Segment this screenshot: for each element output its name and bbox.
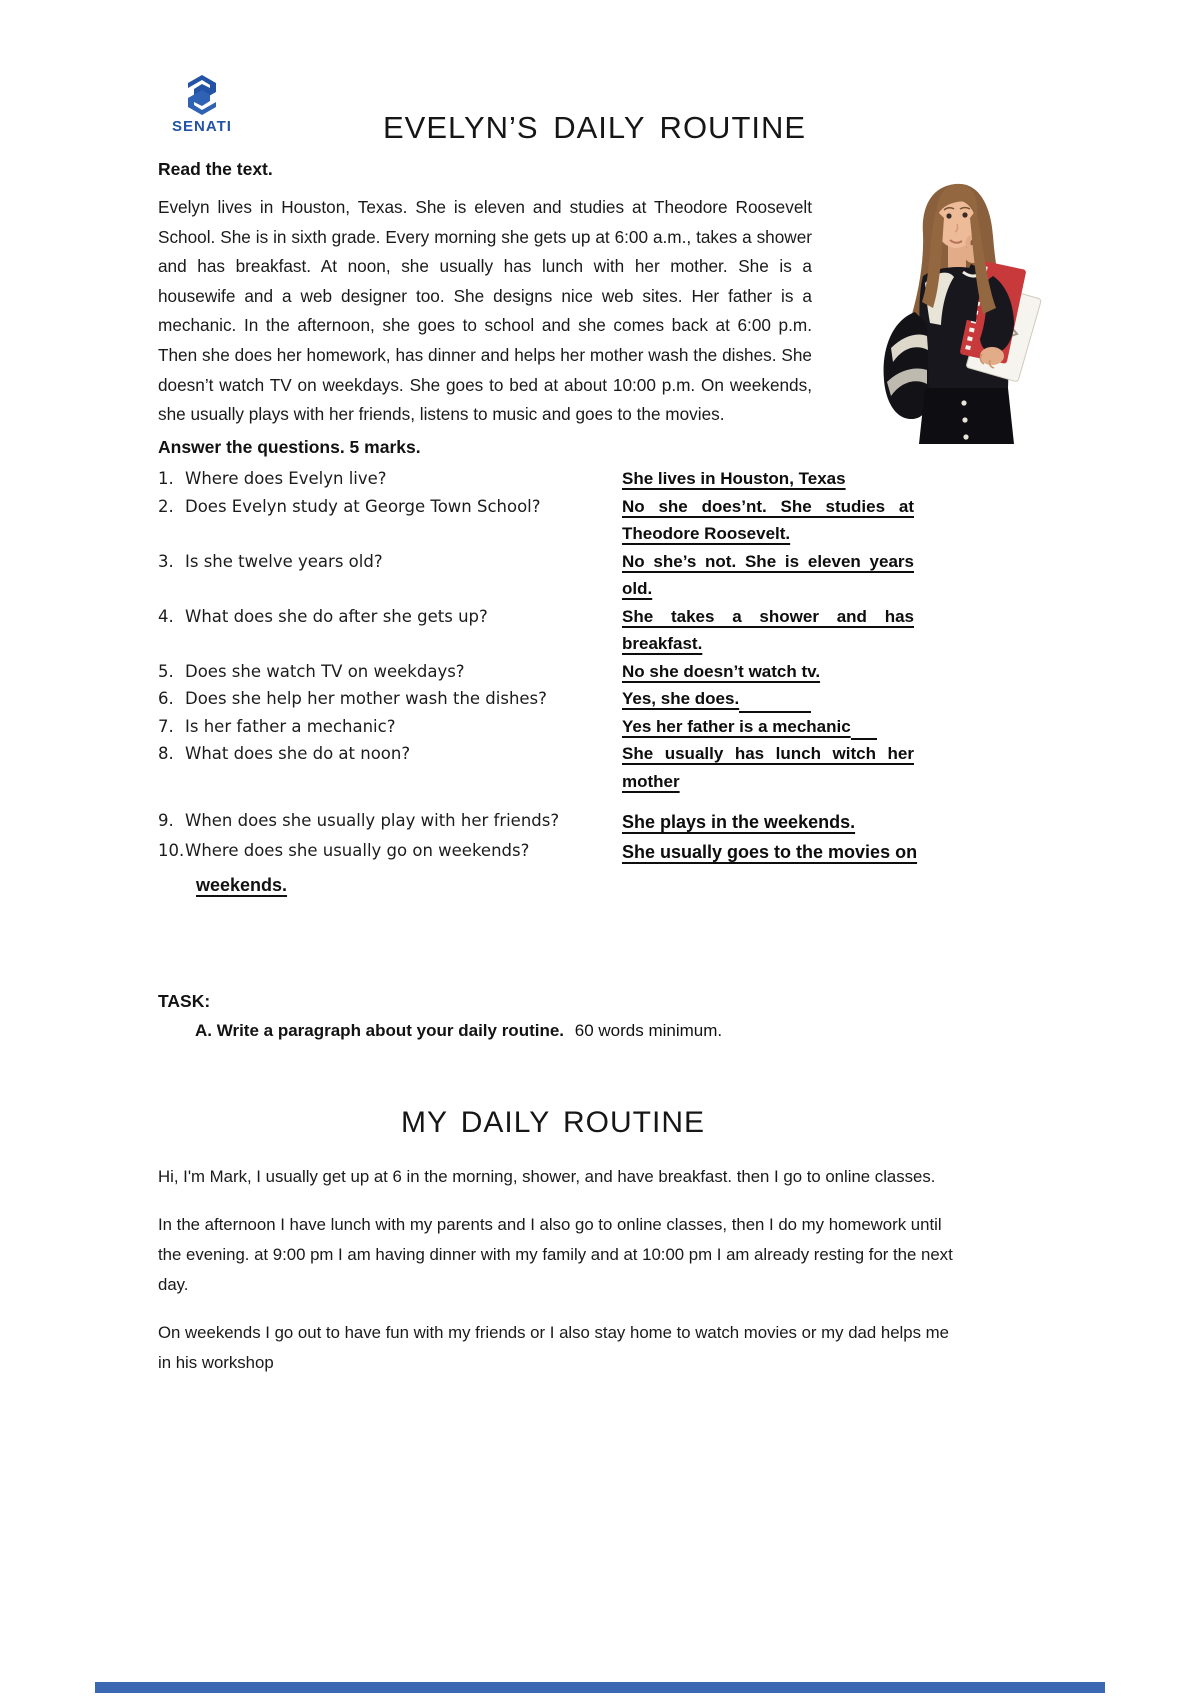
question-9: 9. When does she usually play with her friends? [158, 811, 560, 830]
questions-heading: Answer the questions. 5 marks. [158, 437, 421, 457]
answer-8: She usually has lunch witch her mother [622, 744, 914, 791]
answer-10: She usually goes to the movies on [622, 842, 918, 862]
answer-10-continued: weekends. [196, 875, 288, 895]
question-row [158, 493, 958, 548]
task-item-note: 60 words minimum. [574, 1021, 723, 1040]
question-row [158, 685, 958, 713]
question-row [158, 465, 958, 493]
question-10: 10. Where does she usually go on weekends? [158, 841, 530, 860]
question-row [158, 837, 958, 867]
answer-6: Yes, she does. [622, 685, 958, 713]
answer-9: She plays in the weekends. [622, 812, 856, 832]
question-7: 7. Is her father a mechanic? [158, 716, 396, 736]
answer-2: No she does’nt. She studies at Theodore Roosevelt. [622, 496, 914, 543]
reading-text: Evelyn lives in Houston, Texas. She is eleven and studies at Theodore Roosevelt School. She is in sixth grade. Every morning she gets up at 6:00 a.m., takes a shower and has breakfast. At noon, she usually has lunch with her mother. She is a housewife and a web designer too. She designs nice web sites. Her father is a mechanic. In the afternoon, she goes to school and she comes back at 6:00 p.m. Then she does her homework, has dinner and helps her mother wash the dishes. She doesn’t watch TV on weekdays. She goes to bed at about 10:00 p.m. On weekends, she usually plays with her friends, listens to music and goes to the movies. [158, 197, 812, 425]
task-section [158, 991, 722, 1041]
question-1: 1. Where does Evelyn live? [158, 469, 387, 488]
read-heading: Read the text. [158, 159, 273, 179]
questions-section [158, 437, 958, 899]
answer-line-extension [851, 723, 877, 740]
question-row [158, 548, 958, 603]
routine-text [158, 1162, 958, 1396]
question-2: 2. Does Evelyn study at George Town School? [158, 496, 541, 516]
answer-4: She takes a shower and has breakfast. [622, 606, 914, 653]
answer-line-extension [739, 696, 811, 713]
question-row [158, 658, 958, 686]
answer-5: No she doesn’t watch tv. [622, 661, 821, 681]
footer-accent-bar [95, 1682, 1105, 1693]
question-row [158, 603, 958, 658]
question-row [158, 713, 958, 741]
student-girl-image [853, 172, 1090, 444]
page-title: EVELYN’S DAILY ROUTINE [383, 110, 807, 145]
question-5: 5. Does she watch TV on weekdays? [158, 661, 465, 681]
task-item-a [195, 1021, 722, 1041]
routine-paragraph-3: On weekends I go out to have fun with my friends or I also stay home to watch movies or my dad helps me in his workshop [158, 1323, 949, 1372]
senati-logo [160, 74, 244, 135]
answer-7: Yes her father is a mechanic [622, 713, 958, 741]
task-item-label: A. Write a paragraph about your daily routine. [195, 1021, 565, 1040]
brand-name: SENATI [172, 118, 232, 135]
routine-paragraph-1: Hi, I'm Mark, I usually get up at 6 in the morning, shower, and have breakfast. then I go to online classes. [158, 1167, 936, 1186]
question-8: 8. What does she do at noon? [158, 744, 411, 763]
question-3: 3. Is she twelve years old? [158, 551, 383, 571]
routine-paragraph-2: In the afternoon I have lunch with my parents and I also go to online classes, then I do my homework until the evening. at 9:00 pm I am having dinner with my family and at 10:00 pm I am already resting for the next day. [158, 1215, 953, 1294]
question-row [158, 807, 958, 837]
answer-1: She lives in Houston, Texas [622, 469, 846, 488]
senati-logo-icon [185, 74, 219, 116]
task-heading: TASK: [158, 991, 211, 1011]
student-photo [853, 172, 1090, 444]
question-row [158, 740, 958, 795]
question-4: 4. What does she do after she gets up? [158, 606, 488, 626]
routine-title: MY DAILY ROUTINE [400, 1106, 706, 1139]
answer-3: No she’s not. She is eleven years old. [622, 551, 914, 598]
question-6: 6. Does she help her mother wash the dishes? [158, 689, 547, 708]
